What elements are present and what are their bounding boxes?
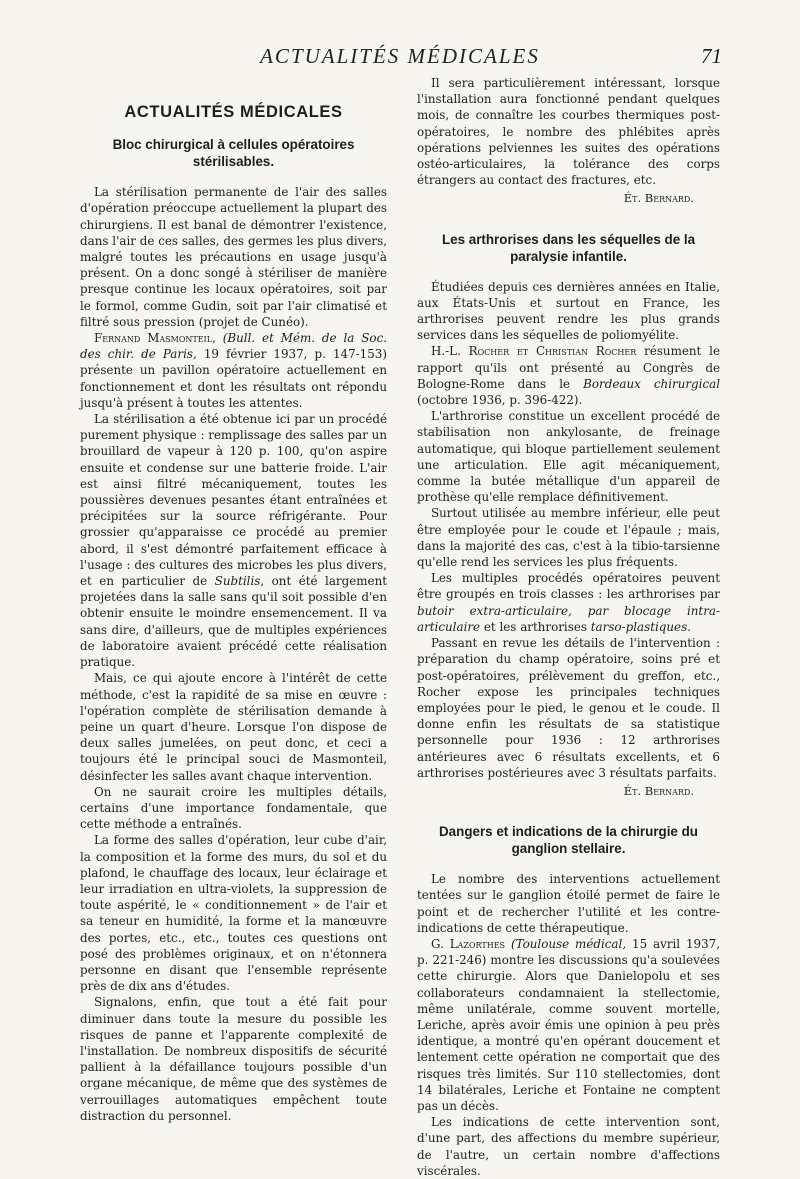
paragraph: Les multiples procédés opératoires peuvent être groupés en trois classes : les arthrorises par butoir extra-articulaire, par blocage intra-articulaire et les arthrorises tarso-plastiques. <box>417 571 720 634</box>
paragraph: La forme des salles d'opération, leur cube d'air, la composition et la forme des murs, du sol et du plafond, le chauffage des locaux, leur éclairage et leur irradiation en ultra-violets, la suppression de toute aspérité, le « conditionnement » de l'air et sa teneur en humidité, la forme et la manœuvre des portes, etc., etc., toutes ces questions ont posé des problèmes originaux, et on n'étonnera personne en disant que l'ensemble représente près de dix ans d'études. <box>80 833 387 994</box>
species-name: Subtilis <box>214 574 261 589</box>
paragraph: Passant en revue les détails de l'intervention : préparation du champ opératoire, soins pré et post-opératoires, prélèvement du greffon, etc., Rocher expose les principales techniques employées pour le pied, le genou et le coude. Il donne enfin les résultats de sa statistique personnelle pour 1936 : 12 arthrorises antérieures avec 6 résultats excellents, et 6 arthrorises postérieures avec 3 résultats parfaits. <box>417 636 720 780</box>
running-title: ACTUALITÉS MÉDICALES <box>260 44 540 68</box>
author-name: G. Lazorthes <box>431 936 506 951</box>
article-title-bloc-chirurgical: Bloc chirurgical à cellules opératoires stérilisables. <box>112 137 355 170</box>
journal-reference: (Bull. et Mém. de la Soc. des chir. de Paris, <box>80 331 388 362</box>
paragraph: Mais, ce qui ajoute encore à l'intérêt de cette méthode, c'est la rapidité de sa mise en œuvre : l'opération complète de stérilisation demande à peine un quart d'heure. Lorsque l'on dispose de deux salles jumelées, on peut donc, et ceci a toujours été le principal souci de Masmonteil, désinfecter les salles avant chaque intervention. <box>80 671 387 783</box>
author-name: H.-L. Rocher et Christian Rocher <box>431 344 637 359</box>
article-title-arthrorises: Les arthrorises dans les séquelles de la paralysie infantile. <box>441 231 696 264</box>
paragraph: La stérilisation a été obtenue ici par un procédé purement physique : remplissage des salles par un brouillard de vapeur à 120 p. 100, qu'on aspire ensuite et condense sur une batterie froide. L'air est ainsi filtré mécaniquement, toutes les poussières devenues pesantes étant entraînées et précipitées sur la source réfrigérante. Pour grossier qu'apparaisse ce procédé au premier abord, il s'est démontré parfaitement efficace à l'usage : des cultures des microbes les plus divers, et en particulier de Subtilis, ont été largement projetées dans la salle sans qu'il soit possible d'en obtenir ensuite le moindre ensemencement. Il va sans dire, d'ailleurs, que de multiples expériences de laboratoire avaient précédé cette réalisation pratique. <box>80 412 388 670</box>
paragraph: Étudiées depuis ces dernières années en Italie, aux États-Unis et surtout en France, les arthrorises peuvent rendre les plus grands services dans les séquelles de poliomyélite. <box>417 279 720 343</box>
paragraph: L'arthrorise constitue un excellent procédé de stabilisation non ankylosante, de freinage automatique, qui bloque partiellement seulement une articulation. Elle agit mécaniquement, comme la butée métallique d'un appareil de prothèse qu'elle remplace définitivement. <box>417 409 720 505</box>
paragraph: Les indications de cette intervention sont, d'une part, des affections du membre supérieur, de l'autre, un certain nombre d'affections viscérales. <box>417 1115 720 1178</box>
paragraph: H.-L. Rocher et Christian Rocher résument le rapport qu'ils ont présenté au Congrès de Bologne-Rome dans le Bordeaux chirurgical (octobre 1936, p. 396-422). <box>417 344 721 408</box>
journal-name: Bordeaux chirurgical <box>583 376 721 391</box>
paragraph: La stérilisation permanente de l'air des salles d'opération préoccupe actuellement la plupart des chirurgiens. Il est banal de démontrer l'existence, dans l'air de ces salles, des germes les plus divers, malgré toutes les précautions en usage jusqu'à présent. On a donc songé à stériliser de manière presque continue les locaux opératoires, soit par le formol, comme Gudin, soit par l'air climatisé et filtré sous pression (projet de Cunéo). <box>80 185 387 329</box>
article-signature: Ét. Bernard. <box>623 783 694 798</box>
page-number: 71 <box>701 44 722 68</box>
journal-reference: (Toulouse médical, <box>510 936 627 951</box>
author-name: Fernand Masmonteil <box>94 331 213 346</box>
paragraph: Fernand Masmonteil, (Bull. et Mém. de la Soc. des chir. de Paris, 19 février 1937, p. 147-153) présente un pavillon opératoire actuellement en fonctionnement et dont les résultats ont répondu jusqu'à présent à toutes les attentes. <box>80 331 388 410</box>
article-signature: Ét. Bernard. <box>623 191 694 206</box>
paragraph: G. Lazorthes (Toulouse médical, 15 avril 1937, p. 221-246) montre les discussions qu'a soulevées cette chirurgie. Alors que Danielopolu et ses collaborateurs condamnaient la stellectomie, même unilatérale, comme souvent mortelle, Leriche, après avoir émis une opinion à peu près identique, a montré qu'en opérant doucement et lentement cette opération ne comportait que des risques très limités. Sur 110 stellectomies, dont 14 bilatérales, Leriche et Fontaine ne comptent pas un décès. <box>417 936 721 1113</box>
paragraph: Le nombre des interventions actuellement tentées sur le ganglion étoilé permet de faire le point et de rechercher l'utilité et les contre-indications de cette thérapeutique. <box>417 872 720 935</box>
paragraph: On ne saurait croire les multiples détails, certains d'une importance fondamentale, que cette méthode a entraînés. <box>80 784 387 832</box>
paragraph: Surtout utilisée au membre inférieur, elle peut être employée pour le coude et l'épaule ; mais, dans la majorité des cas, c'est à la tibio-tarsienne qu'elle rend les services les plus fréquents. <box>417 506 720 570</box>
section-title: ACTUALITÉS MÉDICALES <box>124 103 343 121</box>
left-column <box>80 100 387 1124</box>
paragraph: Il sera particulièrement intéressant, lorsque l'installation aura fonctionné pendant quelques mois, de connaître les courbes thermiques post-opératoires, le nombre des phlébites après opérations pelviennes les suites des opérations ostéo-articulaires, la tolérance des corps étrangers au contact des fractures, etc. <box>417 76 720 188</box>
right-column <box>417 75 720 1179</box>
article-title-ganglion-stellaire: Dangers et indications de la chirurgie du ganglion stellaire. <box>439 824 698 857</box>
paragraph: Signalons, enfin, que tout a été fait pour diminuer dans toute la mesure du possible les risques de panne et l'apparente complexité de l'installation. De nombreux dispositifs de sécurité pallient à la défaillance toujours possible d'un organe mécanique, de même que des systèmes de verrouillages automatiques empêchent toute distraction du personnel. <box>80 995 387 1123</box>
